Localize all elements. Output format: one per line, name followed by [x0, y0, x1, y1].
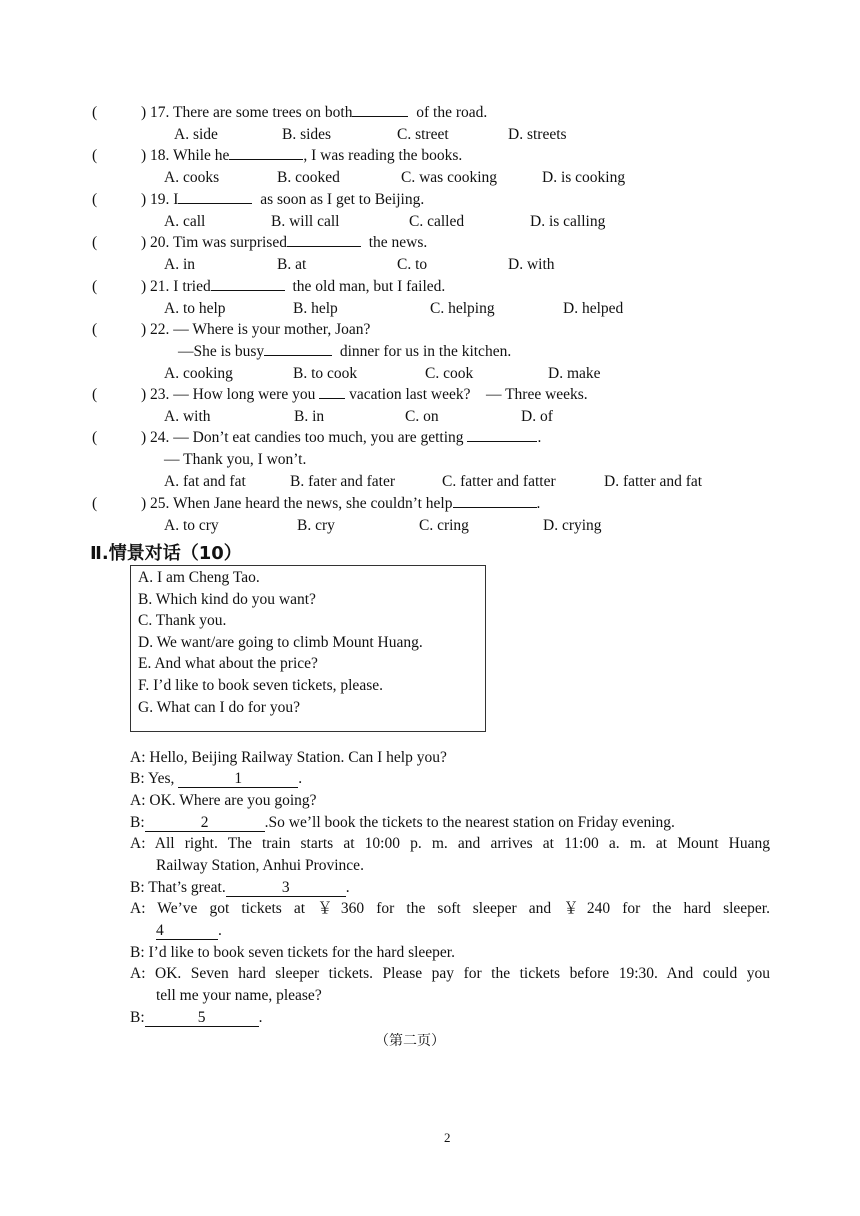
question-20 — [141, 233, 427, 253]
option-b: B. cooked — [277, 169, 340, 186]
box-option-a: A. I am Cheng Tao. — [138, 569, 260, 586]
dialogue-line: A: Hello, Beijing Railway Station. Can I help you? — [130, 749, 447, 766]
dialogue-text: .So we’ll book the tickets to the nearest station on Friday evening. — [264, 814, 675, 831]
option-a: A. fat and fat — [164, 473, 246, 490]
blank[interactable] — [319, 398, 345, 399]
question-19-stem-end: as soon as I get to Beijing. — [260, 191, 425, 208]
option-b: B. in — [294, 408, 325, 425]
blank-2[interactable]: 2 — [145, 815, 265, 832]
question-24-reply: — Thank you, I won’t. — [164, 451, 307, 468]
option-a: A. call — [164, 213, 206, 230]
answer-paren: ( — [92, 429, 98, 446]
question-25-stem-end: . — [536, 495, 541, 512]
question-18-stem-end: , I was reading the books. — [303, 147, 463, 164]
dialogue-line — [130, 1008, 263, 1028]
option-b: B. help — [293, 300, 338, 317]
question-17-stem: ) 17. There are some trees on both — [141, 104, 353, 121]
answer-paren: ( — [92, 104, 98, 121]
option-c: C. called — [409, 213, 465, 230]
dialogue-line: A: All right. The train starts at 10:00 p. m. and arrives at 11:00 a. m. at Mount Huang — [130, 835, 770, 852]
answer-paren: ( — [92, 147, 98, 164]
dialogue-text: B: — [130, 814, 145, 831]
blank-5[interactable]: 5 — [145, 1010, 259, 1027]
option-b: B. cry — [297, 517, 335, 534]
option-c: C. street — [397, 126, 449, 143]
option-d: D. of — [521, 408, 553, 425]
option-c: C. to — [397, 256, 428, 273]
box-option-g: G. What can I do for you? — [138, 699, 300, 716]
question-21 — [141, 277, 445, 297]
answer-paren: ( — [92, 278, 98, 295]
box-option-b: B. Which kind do you want? — [138, 591, 316, 608]
dialogue-line: B: I’d like to book seven tickets for the hard sleeper. — [130, 944, 455, 961]
question-17 — [141, 103, 487, 123]
question-24-stem: ) 24. — Don’t eat candies too much, you are getting — [141, 429, 464, 446]
question-20-stem-end: the news. — [368, 234, 428, 251]
blank-4[interactable]: 4 — [156, 923, 218, 940]
dialogue-text: . — [258, 1009, 263, 1026]
blank[interactable] — [178, 203, 252, 204]
dialogue-text: B: Yes, — [130, 770, 179, 787]
box-option-d: D. We want/are going to climb Mount Huang. — [138, 634, 423, 651]
question-23-stem: ) 23. — How long were you — [141, 386, 316, 403]
dialogue-text: B: — [130, 1009, 145, 1026]
answer-paren: ( — [92, 386, 98, 403]
box-option-c: C. Thank you. — [138, 612, 227, 629]
question-23 — [141, 385, 588, 405]
dialogue-line — [130, 769, 302, 789]
box-option-f: F. I’d like to book seven tickets, please. — [138, 677, 383, 694]
option-d: D. fatter and fat — [604, 473, 703, 490]
dialogue-line — [130, 813, 675, 833]
option-b: B. at — [277, 256, 307, 273]
dialogue-line — [130, 878, 350, 898]
option-d: D. is cooking — [542, 169, 626, 186]
blank[interactable] — [352, 116, 408, 117]
blank[interactable] — [264, 355, 332, 356]
option-b: B. to cook — [293, 365, 358, 382]
question-22-stem: ) 22. — Where is your mother, Joan? — [141, 321, 371, 338]
question-23-stem-end: vacation last week? — Three weeks. — [349, 386, 588, 403]
blank[interactable] — [453, 507, 537, 508]
answer-paren: ( — [92, 495, 98, 512]
page-footer: （第二页） — [375, 1033, 445, 1049]
option-a: A. with — [164, 408, 211, 425]
blank[interactable] — [467, 441, 537, 442]
dialogue-line: Railway Station, Anhui Province. — [156, 857, 364, 874]
option-a: A. in — [164, 256, 195, 273]
option-c: C. on — [405, 408, 439, 425]
answer-paren: ( — [92, 191, 98, 208]
question-18-stem: ) 18. While he — [141, 147, 230, 164]
dialogue-line: A: OK. Seven hard sleeper tickets. Please pay for the tickets before 19:30. And could you — [130, 965, 770, 982]
question-21-stem-end: the old man, but I failed. — [292, 278, 446, 295]
question-19-stem: ) 19. I — [141, 191, 179, 208]
option-c: C. was cooking — [401, 169, 498, 186]
question-18 — [141, 146, 462, 166]
question-19 — [141, 190, 424, 210]
dialogue-text: . — [298, 770, 303, 787]
section-title: Ⅱ.情景对话（10） — [90, 543, 242, 564]
question-25 — [141, 494, 540, 514]
dialogue-line — [156, 921, 222, 941]
question-24 — [141, 428, 541, 448]
dialogue-line: tell me your name, please? — [156, 987, 322, 1004]
option-c: C. cring — [419, 517, 469, 534]
answer-paren: ( — [92, 321, 98, 338]
option-a: A. to cry — [164, 517, 219, 534]
blank-3[interactable]: 3 — [226, 880, 346, 897]
question-24-stem-end: . — [537, 429, 542, 446]
dialogue-line: A: OK. Where are you going? — [130, 792, 317, 809]
option-c: C. cook — [425, 365, 474, 382]
option-d: D. is calling — [530, 213, 606, 230]
blank[interactable] — [287, 246, 361, 247]
dialogue-text: . — [345, 879, 350, 896]
option-a: A. to help — [164, 300, 226, 317]
question-22-line2 — [178, 342, 511, 362]
page-number: 2 — [444, 1130, 451, 1145]
option-c: C. helping — [430, 300, 495, 317]
option-a: A. side — [174, 126, 218, 143]
option-d: D. make — [548, 365, 601, 382]
blank[interactable] — [229, 159, 303, 160]
option-d: D. crying — [543, 517, 602, 534]
option-d: D. with — [508, 256, 555, 273]
blank-1[interactable]: 1 — [178, 771, 298, 788]
question-20-stem: ) 20. Tim was surprised — [141, 234, 287, 251]
answer-paren: ( — [92, 234, 98, 251]
option-b: B. will call — [271, 213, 340, 230]
option-d: D. helped — [563, 300, 624, 317]
question-25-stem: ) 25. When Jane heard the news, she couldn’t help — [141, 495, 453, 512]
box-option-e: E. And what about the price? — [138, 655, 318, 672]
option-b: B. sides — [282, 126, 332, 143]
question-17-stem-end: of the road. — [416, 104, 488, 121]
question-21-stem: ) 21. I tried — [141, 278, 211, 295]
option-b: B. fater and fater — [290, 473, 395, 490]
option-a: A. cooking — [164, 365, 233, 382]
blank[interactable] — [211, 290, 285, 291]
question-22-reply-end: dinner for us in the kitchen. — [339, 343, 512, 360]
question-22-reply: —She is busy — [178, 343, 265, 360]
dialogue-text: B: That’s great. — [130, 879, 226, 896]
option-d: D. streets — [508, 126, 567, 143]
dialogue-text: . — [218, 922, 222, 939]
option-c: C. fatter and fatter — [442, 473, 556, 490]
dialogue-line: A: We’ve got tickets at ￥360 for the soft sleeper and ￥240 for the hard sleeper. — [130, 900, 770, 917]
option-a: A. cooks — [164, 169, 220, 186]
